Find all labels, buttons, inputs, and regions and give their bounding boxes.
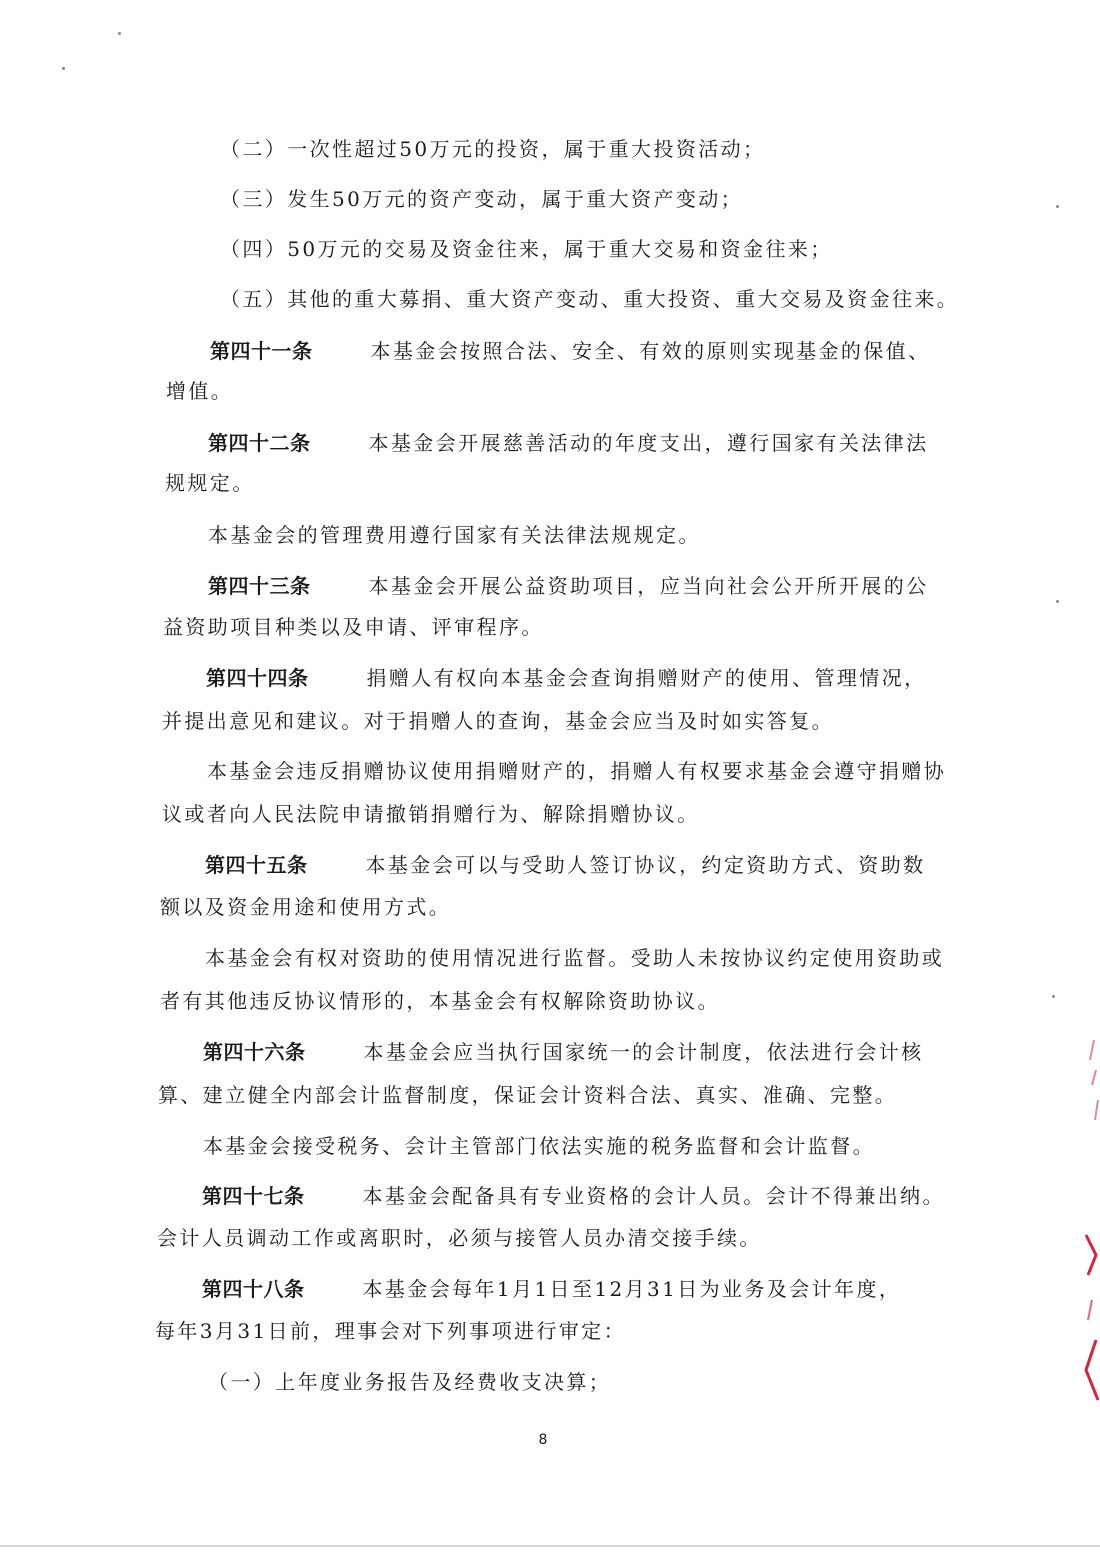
article-number: 第四十一条 (210, 339, 313, 363)
scan-speck (1052, 995, 1055, 998)
article-line (206, 665, 927, 691)
line-text: 规规定。 (165, 471, 255, 495)
article-number: 第四十二条 (208, 431, 311, 455)
text-line (220, 286, 959, 312)
line-text: 本基金会开展慈善活动的年度支出，遵行国家有关法律法 (368, 431, 929, 455)
article-line (202, 1276, 901, 1302)
text-line (160, 894, 451, 920)
line-text: （五）其他的重大募捐、重大资产变动、重大投资、重大交易及资金往来。 (220, 287, 960, 311)
scan-speck (1056, 205, 1059, 208)
line-text: 本基金会有权对资助的使用情况进行监督。受助人未按协议约定使用资助或 (205, 946, 945, 970)
text-line (208, 1369, 611, 1395)
line-text: 者有其他违反协议情形的，本基金会有权解除资助协议。 (160, 989, 720, 1013)
seal-stamp-edge (1078, 1230, 1100, 1410)
text-line (208, 522, 701, 548)
text-line (165, 470, 255, 496)
line-text: 本基金会可以与受助人签订协议，约定资助方式、资助数 (365, 853, 926, 877)
article-number: 第四十八条 (202, 1277, 305, 1301)
line-text: （二）一次性超过50万元的投资，属于重大投资活动； (220, 137, 766, 161)
article-line (208, 430, 929, 456)
line-text: 每年3月31日前，理事会对下列事项进行审定： (155, 1319, 626, 1343)
text-line (220, 136, 765, 162)
line-text: 本基金会按照合法、安全、有效的原则实现基金的保值、 (370, 339, 931, 363)
article-line (203, 1039, 924, 1065)
line-text: 本基金会配备具有专业资格的会计人员。会计不得兼出纳。 (362, 1184, 945, 1208)
article-line (202, 1183, 945, 1209)
text-line (220, 186, 743, 212)
article-number: 第四十五条 (205, 853, 308, 877)
line-text: 算、建立健全内部会计监督制度，保证会计资料合法、真实、准确、完整。 (158, 1083, 898, 1107)
article-number: 第四十四条 (206, 666, 309, 690)
line-text: 捐赠人有权向本基金会查询捐赠财产的使用、管理情况， (366, 666, 927, 690)
text-line (205, 945, 944, 971)
text-line (158, 1082, 897, 1108)
article-number: 第四十六条 (203, 1040, 306, 1064)
line-text: 本基金会开展公益资助项目，应当向社会公开所开展的公 (368, 574, 929, 598)
scan-bottom-edge (0, 1545, 1100, 1547)
line-text: 增值。 (166, 379, 234, 403)
line-text: （一）上年度业务报告及经费收支决算； (208, 1370, 612, 1394)
article-line (208, 573, 929, 599)
line-text: 议或者向人民法院申请撤销捐赠行为、解除捐赠协议。 (162, 802, 700, 826)
article-line (205, 852, 926, 878)
text-line (163, 614, 544, 640)
line-text: 本基金会接受税务、会计主管部门依法实施的税务监督和会计监督。 (203, 1134, 875, 1158)
text-line (155, 1318, 626, 1344)
line-text: 本基金会应当执行国家统一的会计制度，依法进行会计核 (363, 1040, 924, 1064)
line-text: 会计人员调动工作或离职时，必须与接管人员办清交接手续。 (157, 1226, 762, 1250)
text-line (220, 236, 833, 262)
text-line (166, 378, 233, 404)
text-line (160, 988, 720, 1014)
text-line (162, 801, 700, 827)
text-line (207, 758, 946, 784)
text-line (162, 708, 834, 734)
line-text: 并提出意见和建议。对于捐赠人的查询，基金会应当及时如实答复。 (162, 709, 834, 733)
seal-stamp-edge (1078, 1030, 1100, 1130)
article-number: 第四十三条 (208, 574, 311, 598)
line-text: 本基金会违反捐赠协议使用捐赠财产的，捐赠人有权要求基金会遵守捐赠协 (207, 759, 947, 783)
line-text: （三）发生50万元的资产变动，属于重大资产变动； (220, 187, 744, 211)
line-text: （四）50万元的交易及资金往来，属于重大交易和资金往来； (220, 237, 833, 261)
article-line (210, 338, 931, 364)
text-line (203, 1133, 875, 1159)
scan-speck (118, 32, 121, 35)
scan-speck (62, 67, 65, 70)
line-text: 本基金会每年1月1日至12月31日为业务及会计年度， (362, 1277, 902, 1301)
line-text: 益资助项目种类以及申请、评审程序。 (163, 615, 544, 639)
line-text: 本基金会的管理费用遵行国家有关法律法规规定。 (208, 523, 701, 547)
article-number: 第四十七条 (202, 1184, 305, 1208)
line-text: 额以及资金用途和使用方式。 (160, 895, 452, 919)
text-line (157, 1225, 762, 1251)
page-number: 8 (538, 1432, 548, 1448)
scan-speck (1056, 600, 1059, 603)
